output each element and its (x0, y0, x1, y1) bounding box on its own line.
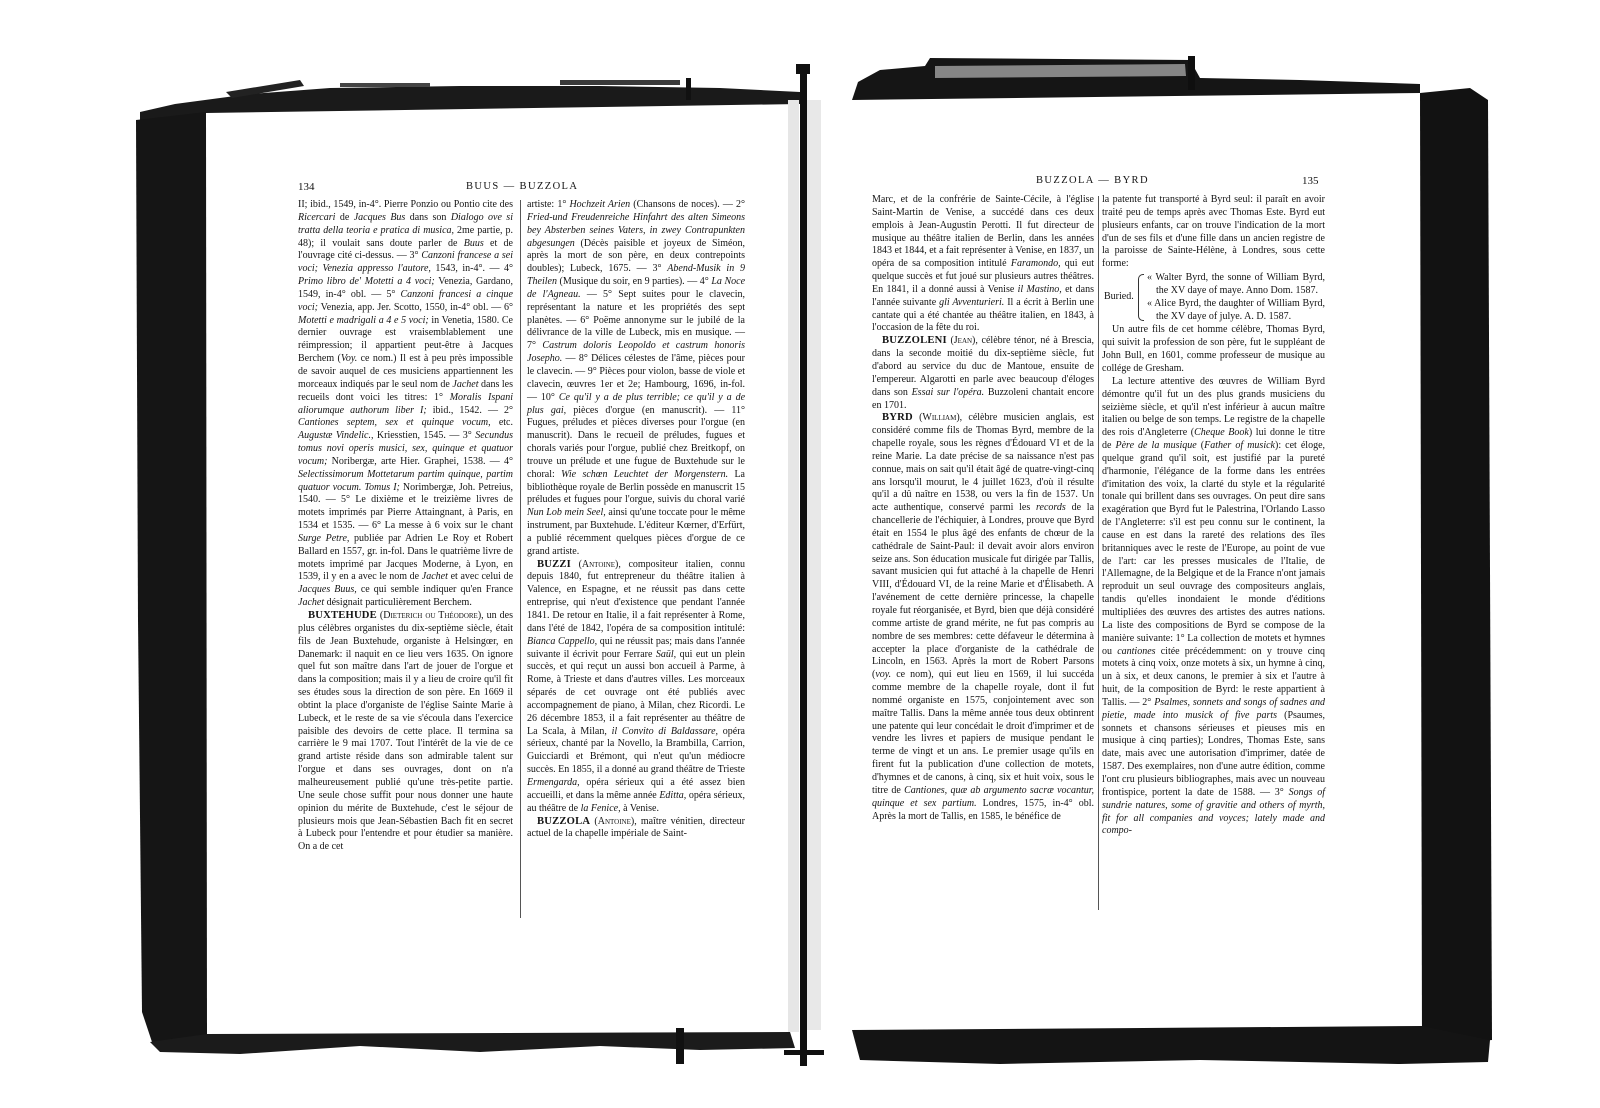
scan-shadow-left-bottom-band (150, 1032, 795, 1054)
italic-title: il Convito di Baldassare, (611, 725, 719, 737)
text-run: ) lui donne le titre de (1102, 427, 1326, 452)
text-run: — 5° Sept suites pour le clavecin, représentant la nature et les propriétés des sept planètes. — 6° Poëme annonyme sur le jubilé de la délivrance de la ville de Lubeck, mis en musique. — 7° (527, 288, 746, 352)
text-run: Venezia, app. Jer. Scotto, 1550, in-4° obl. — 6° (318, 301, 513, 313)
text-run: qui eut quelque succès et fut joué sur plusieurs autres théâtres. En 1841, il a donné aussi à Venise (872, 258, 1095, 295)
text-run: La bibliothèque royale de Berlin possède en manuscrit 15 préludes et fugues pour l'orgue, suivis du choral varié (527, 468, 745, 506)
italic-title: Jacques Buus, (298, 584, 357, 596)
text-run: pièces d'orgue (en manuscrit). — 11° Fugues, préludes et pièces diverses pour l'orgue (en manuscrit). Dans le recueil de préludes, fugues et chorals variés pour l'orgue, publié chez Breitkopf, on trouve un prélude et une fugue de Buxtehude sur le choral: (527, 404, 745, 480)
page-number-left: 134 (298, 181, 315, 193)
text-run: citée précédemment: on y trouve cinq motets à cinq voix, onze motets à six, un hymne à cinq, un à six, et deux canons, le premier à six et l'autre à huit, de la composition de Byrd: le reste appartient à Tallis. — 2° (1102, 645, 1325, 708)
scan-shadow-right-top-band (852, 58, 1420, 100)
text-run: Noribergæ, arte Hier. Graphei, 1538. — 4° (327, 455, 513, 467)
text-run: dans son (405, 211, 451, 223)
italic-title: Selectissimorum Mottetarum partim quinque, partim quatuor vocum. Tomus I; (298, 468, 513, 493)
column-left-2 (527, 199, 745, 841)
italic-title: Ricercari (298, 211, 336, 223)
entry-forename: (Jean) (946, 335, 976, 347)
italic-title: cantiones (1117, 645, 1156, 657)
text-run: et de l'ouvrage cité ci-dessus. — 3° (298, 237, 513, 262)
text-run: ce nom), qui eut lieu en 1569, il lui succéda comme membre de la chapelle royale, dont il fut nommé organiste en 1575, conjointement avec son maître Tallis. Dans la même année tous deux obtinrent une patente qui leur concédait le droit d'imprimer et de vendre les livres et papiers de musique pendant le terme de vingt et un ans. Le premier usage qu'ils en firent fut la publication d'une collection de motets, d'hymnes et de canons, à cinq, six et huit voix, sous le titre de (872, 669, 1094, 796)
italic-title: Wie schœn Leuchtet der Morgenstern. (561, 468, 729, 480)
text-run: Venezia, Gardano, 1549, in-4° obl. — 5° (298, 276, 513, 300)
text-run: qui ne réussit pas; mais dans l'année suivante il écrivit pour Ferrare (527, 635, 745, 660)
text-paragraph (1102, 324, 1325, 375)
text-run: La lecture attentive des œuvres de William Byrd démontre qu'il fut un des plus grands musiciens du seizième siècle, et qu'il n'est inférieur à aucun maître italien ou belge de son temps. Le registre de la chapelle des rois d'Angleterre ( (1102, 375, 1325, 439)
column-right-1 (872, 194, 1094, 823)
text-run: in Venetia, 1580. Ce dernier ouvrage est vraisemblablement une réimpression; il appartient peut-être à Jacques Berchem ( (298, 314, 513, 365)
scan-light-strip (935, 64, 1186, 78)
text-run: Londres, 1575, in-4° obl. Après la mort de Tallis, en 1585, le bénéfice de (872, 797, 1095, 822)
running-head-left: BUUS — BUZZOLA (466, 181, 579, 192)
scan-mark-top-tick (1188, 56, 1195, 90)
page-number-right: 135 (1302, 175, 1319, 187)
italic-title: Essai sur l'opéra. (911, 386, 985, 398)
scan-speckle (340, 83, 430, 87)
burial-record-entries (1147, 272, 1325, 323)
right-page-edge-shading (807, 100, 821, 1030)
italic-title: Secundus tomus novi operis musici, sex, quinque et quatuor vocum; (298, 430, 513, 467)
italic-title: Voy. (340, 353, 358, 365)
italic-title: Nun Lob mein Seel, (527, 507, 606, 519)
entry-headword: BUZZI (537, 558, 571, 570)
italic-title: Songs of sundrie natures, some of gravitie and others of myrth, fit for all companies and voyces; lately made and compo- (1102, 786, 1326, 837)
text-run: Buzzoleni chantait encore en 1701. (872, 386, 1095, 411)
text-run: (Musique du soir, en 9 parties). — 4° (557, 276, 712, 288)
text-paragraph (298, 199, 513, 610)
text-run: , maître vénitien, directeur actuel de la chapelle impériale de Saint- (527, 815, 745, 840)
italic-title: Editta, (659, 789, 687, 801)
italic-title: Castrum doloris Leopoldo et castrum honoris Josepho. (527, 340, 745, 365)
gutter-line (800, 66, 807, 1066)
italic-title: Cantiones, quæ ab argumento sacræ vocantur, quinque et sex partium. (872, 784, 1095, 809)
text-run: qui eut un plein succès, et qui reçut un aussi bon accueil à Parme, à Rome, à Trieste et dans d'autres villes. Les morceaux séparés de cet ouvrage ont été publiés avec accompagnement de piano, à Milan, chez Ricordi. Le 26 décembre 1853, il a fait représenter au théâtre de La Scala, à Milan, (527, 648, 745, 737)
text-run: , célèbre ténor, né à Brescia, dans la seconde moitié du dix-septième siècle, fut d'abord au service du duc de Mantoue, ensuite de l'empereur. Algarotti en parle avec beaucoup d'éloges dans son (872, 335, 1094, 398)
text-paragraph (527, 199, 745, 559)
italic-title: Jachet (421, 571, 448, 583)
dictionary-entry (298, 610, 513, 854)
text-run: ibid., 1542. — 2° (426, 404, 513, 416)
text-paragraph (1102, 194, 1325, 271)
entry-forename: (Antoine) (590, 815, 635, 827)
entry-headword: BUXTEHUDE (308, 610, 377, 621)
italic-title: Primo libro de' Motetti a 4 voci; (298, 276, 435, 288)
text-run: Kriesstien, 1545. — 3° (373, 430, 476, 442)
italic-title: la Fenice, (580, 802, 621, 814)
text-run: Marc, et de la confrérie de Sainte-Cécile, à l'église Saint-Martin de Venise, a succédé dans ces deux emplois à Jean-Augustin Perotti. Il fut directeur de musique au théâtre italien de Berlin, dans les années 1843 et 1844, et a fait représenter à Venise, en 1837, un opéra de sa composition intitulé (872, 194, 1094, 270)
scan-shadow-left-band (136, 112, 207, 1042)
text-run: la patente fut transporté à Byrd seul: il paraît en avoir traité peu de temps après avec Thomas Este. Byrd eut plusieurs enfants, car on trouve l'indication de la mort d'un de ses fils et d'une fille dans un ancien registre de la paroisse de Sainte-Hélène, à Londres, sous cette forme: (1102, 194, 1325, 270)
italic-title: Canzoni francesi a cinque voci; (298, 288, 513, 313)
italic-title: Cantiones septem, sex et quinque vocum, (298, 417, 491, 429)
italic-title: voy. (875, 669, 892, 681)
column-left-1 (298, 199, 513, 854)
italic-title: La Noce de l'Agneau. (527, 276, 746, 300)
text-run: 2me partie, p. 48); il voulait sans doute parler de (298, 224, 514, 249)
italic-title: Moralis Ispani aliorumque authorum liber I; (298, 391, 514, 416)
italic-title: Abend-Musik in 9 Theilen (527, 263, 746, 288)
dictionary-entry (872, 412, 1094, 823)
italic-title: Augustæ Vindelic., (298, 430, 374, 442)
italic-title: Saül, (655, 648, 677, 660)
text-run: — 8° Délices célestes de l'âme, pièces pour le clavecin. — 9° Pièces pour violon, basse de viole et clavecin, œuvres 1er et 2e; Hambourg, 1696, in-fol. — 10° (527, 353, 745, 403)
scan-speckle (560, 80, 680, 85)
text-run: opéra sérieux, chanté par la Novello, la Brambilla, Carrion, Guicciardi et Brémont, qui n'eut qu'un médiocre succès. En 1855, il a donné au grand théâtre de Trieste (527, 725, 745, 776)
scan-shadow-right-band (1420, 88, 1492, 1046)
italic-title: Father of musick (1204, 440, 1275, 452)
text-run: etc. (490, 417, 513, 429)
column-rule-left (520, 200, 521, 918)
italic-title: Buus (463, 237, 484, 249)
text-run: ): cet éloge, quelque grand qu'il soit, est justifié par la pureté d'harmonie, l'élégance de la forme dans les entrées d'imitation des voix, la clarté du style et la régularité tonale qui brillent dans ses ouvrages. On peut dire sans exagération que Byrd fut le Palestrina, l'Orlando Lasso de l'Angleterre: s'il est peu connu sur le continent, la cause en est dans la rareté des relations des îles britanniques avec le reste de l'Europe, au point de vue de l'art: car les presses musicales de l'Italie, de l'Allemagne, de la Belgique et de la France n'ont jamais reproduit un seul ouvrage des compositeurs anglais, tandis qu'elles inondaient le monde d'éditions multipliées des œuvres des artistes des autres nations. La liste des compositions de Byrd se compose de la manière suivante: 1° La collection de motets et hymnes ou (1102, 440, 1326, 657)
column-rule-right (1098, 196, 1099, 910)
text-run: ce nom.) Il est à peu près impossible de savoir auquel de ces musiciens appartiennent les morceaux indiqués par le seul nom de (298, 353, 513, 390)
italic-title: Père de la musique (1115, 440, 1197, 452)
italic-title: Dialogo ove si tratta della teoria e pratica di musica, (298, 211, 513, 236)
italic-title: Ermengarda, (527, 776, 580, 788)
text-paragraph (872, 194, 1094, 335)
entry-headword: BYRD (882, 412, 913, 424)
text-run: , célèbre musicien anglais, est considéré comme fils de Thomas Byrd, membre de la chapelle royale, sous les règnes d'Édouard VI et de la reine Marie. La date précise de sa naissance n'est pas connue, mais on sait qu'il était âgé de quatre-vingt-cinq ans lorsqu'il mourut, le 4 juillet 1623, d'où il résulte qu'il a dû naître en 1538, ou vers la fin de 1537. Un acte authentique, conservé parmi les (872, 412, 1094, 514)
gutter-top-knob (796, 64, 810, 74)
burial-record (1102, 272, 1325, 323)
text-run: (Décès paisible et joyeux de Siméon, après la mort de son père, en deux contrepoints doubles); Lubeck, 1675. — 3° (527, 237, 745, 275)
text-run: artiste: 1° (527, 199, 570, 210)
italic-title: Jachet (298, 597, 325, 609)
dictionary-entry (527, 559, 745, 816)
entry-headword: BUZZOLA (537, 815, 591, 827)
entry-headword: BUZZOLENI (882, 335, 947, 347)
scan-mark-bottom-tick (676, 1028, 684, 1064)
text-run: (Psaumes, sonnets et chansons sérieuses et pieuses mis en musique à cinq parties); Londres, Thomas Este, sans date, mais avec une autorisation d'imprimer, datée de 1587. Des exemplaires, non d'une autre édition, comme l'ont cru plusieurs bibliographes, mais avec un nouveau frontispice, portent la date de 1588. — 3° (1102, 709, 1325, 798)
text-run: de (335, 211, 354, 223)
text-run: (Chansons de noces). — 2° (630, 199, 745, 210)
italic-title: Ce qu'il y a de plus terrible; ce qu'il y a de plus gai, (527, 391, 746, 416)
italic-title: Psalmes, sonnets and songs of sadnes and pietie, made into musick of five parts (1102, 696, 1325, 721)
italic-title: Fried-und Freudenreiche Hinfahrt des alten Simeons bey Absterben seines Vaters, in zwey Contrapunkten abgesungen (527, 211, 745, 249)
text-run: Il a écrit à Berlin une cantate qui a été chantée au théâtre italien, en 1843, à l'occasion de la fête du roi. (872, 296, 1094, 334)
text-run: et avec celui de (447, 571, 514, 583)
entry-forename: (Antoine) (570, 558, 619, 570)
scan-shadow-right-bottom-band (852, 1026, 1490, 1064)
italic-title: Canzoni francese a sei voci; Venezia appresso l'autore, (298, 250, 513, 275)
italic-title: Hochzeit Arien (569, 199, 631, 210)
text-run: et dans l'année suivante (872, 283, 1094, 308)
running-head-right: BUZZOLA — BYRD (1036, 175, 1149, 186)
text-run: opéra sérieux, au théâtre de (527, 789, 745, 814)
italic-title: Faramondo, (1010, 258, 1061, 270)
dictionary-entry (872, 335, 1094, 412)
text-run: , un des plus célèbres organistes du dix-septième siècle, était fils de Jean Buxtehude, organiste à Helsingœr, en Danemark: il naquit en ce lieu vers 1635. On ignore quel fut son maître dans l'art de jouer de l'orgue et dans la composition; mais il y a lieu de croire qu'il fit ses études sous la direction de son père. En 1669 il obtint la place d'organiste de l'église Sainte Marie à Lubeck, et le reste de sa vie s'écoula dans l'exercice paisible des devoirs de cette place. Il termina sa carrière le 9 mai 1707. Tout l'intérêt de la vie de ce grand artiste réside dans son admirable talent sur l'orgue et dans ses ouvrages, dont on n'a malheureusement publié qu'une très-petite partie. Une seule chose suffit pour nous donner une haute opinion du mérite de Buxtehude, c'est le séjour de plusieurs mois que Jean-Sébastien Bach fit en secret à Lubeck pour l'entendre et pour étudier sa manière. On a de cet (298, 610, 513, 853)
left-page-edge-shading (788, 100, 799, 1032)
italic-title: gli Avventurieri. (939, 296, 1005, 308)
italic-title: records (1036, 502, 1066, 514)
italic-title: Jachet (452, 378, 479, 390)
text-run: ( (1196, 440, 1205, 452)
text-run: 1543, in-4°. — 4° (430, 263, 514, 275)
text-paragraph (1102, 376, 1325, 838)
text-run: désignait particulièrement Berchem. (324, 597, 472, 609)
text-run: ainsi qu'une toccate pour le même instrument, par Buxtehude. L'éditeur Kœrner, d'Erfürt, a publié récemment quelques pièces d'orgue de ce grand artiste. (527, 507, 746, 557)
brace-mark (1138, 274, 1144, 321)
text-run: dans les recueils dont voici les titres: 1° (298, 378, 513, 403)
text-run: publiée par Adrien Le Roy et Robert Ballard en 1557, gr. in-fol. Dans le quatrième livre de motets imprimé par Jacques Moderne, à Lyon, en 1539, il y en a avec le nom de (298, 532, 513, 583)
entry-forename: (Dieterich ou Théodore) (376, 610, 482, 621)
burial-record-label: Buried. (1104, 291, 1134, 303)
italic-title: Surge Petre, (298, 532, 350, 544)
entry-forename: (William) (912, 412, 960, 424)
text-run: à Venise. (620, 802, 659, 814)
text-run: Un autre fils de cet homme célèbre, Thomas Byrd, qui suivit la profession de son père, fut le suppléant de John Bull, en 1601, comme professeur de musique au collége de Gresham. (1102, 324, 1325, 374)
burial-record-entry: « Walter Byrd, the sonne of William Byrd, the XV daye of maye. Anno Dom. 1587. (1147, 272, 1325, 296)
italic-title: Cheque Book (1194, 427, 1249, 439)
text-run: opéra sérieux qui a été assez bien accueilli, et dans la même année (527, 776, 745, 801)
scan-mark-top-tick (686, 78, 691, 100)
italic-title: Jacques Bus (353, 211, 406, 223)
text-run: ce qui semble indiquer qu'en France (356, 584, 513, 596)
text-run: Norimbergæ, Joh. Petreius, 1540. — 5° Le dixième et le treizième livres de motets imprimés par Pierre Attaingnant, à Paris, en 1534 et 1535. — 6° La messe à 6 voix sur le chant (298, 481, 513, 532)
burial-record-entry: « Alice Byrd, the daughter of William Byrd, the XV daye of julye. A. D. 1587. (1147, 297, 1325, 322)
column-right-2 (1102, 194, 1325, 838)
italic-title: Bianca Cappello, (527, 635, 598, 647)
text-run: II; ibid., 1549, in-4°. Pierre Ponzio ou Pontio cite des (298, 199, 513, 210)
italic-title: Motetti e madrigali a 4 e 5 voci; (298, 314, 429, 326)
dictionary-entry (527, 816, 745, 842)
text-run: de la chancellerie de l'échiquier, à Londres, prouve que Byrd était en 1554 le plus âgé des enfants de chœur de la cathédrale de Saint-Paul: il devait avoir alors environ seize ans. Son éducation musicale fut dirigée par Tallis, savant musicien qui fut attaché à la chapelle de Henri VIII, d'Édouard VI, de la reine Marie et d'Élisabeth. A l'avénement de cette dernière princesse, la chapelle royale fut réorganisée, et Byrd, bien que déjà considéré comme artiste de grand mérite, ne fut pas compris au nombre de ses membres: cette défaveur le détermina à accepter la place d'organiste de la cathédrale de Lincoln, en 1563. Après la mort de Robert Parsons ( (872, 502, 1095, 681)
italic-title: il Mastino, (1017, 283, 1062, 295)
gutter-bottom-foot (784, 1050, 824, 1055)
text-run: , compositeur italien, connu depuis 1840, fut entrepreneur du théâtre italien à Valence, en Espagne, et ne réussit pas dans cette entreprise, qui n'eut d'existence que pendant l'année 1841. De retour en Italie, il a fait représenter à Rome, dans l'été de 1842, l'opéra de sa composition intitulé: (527, 558, 745, 634)
